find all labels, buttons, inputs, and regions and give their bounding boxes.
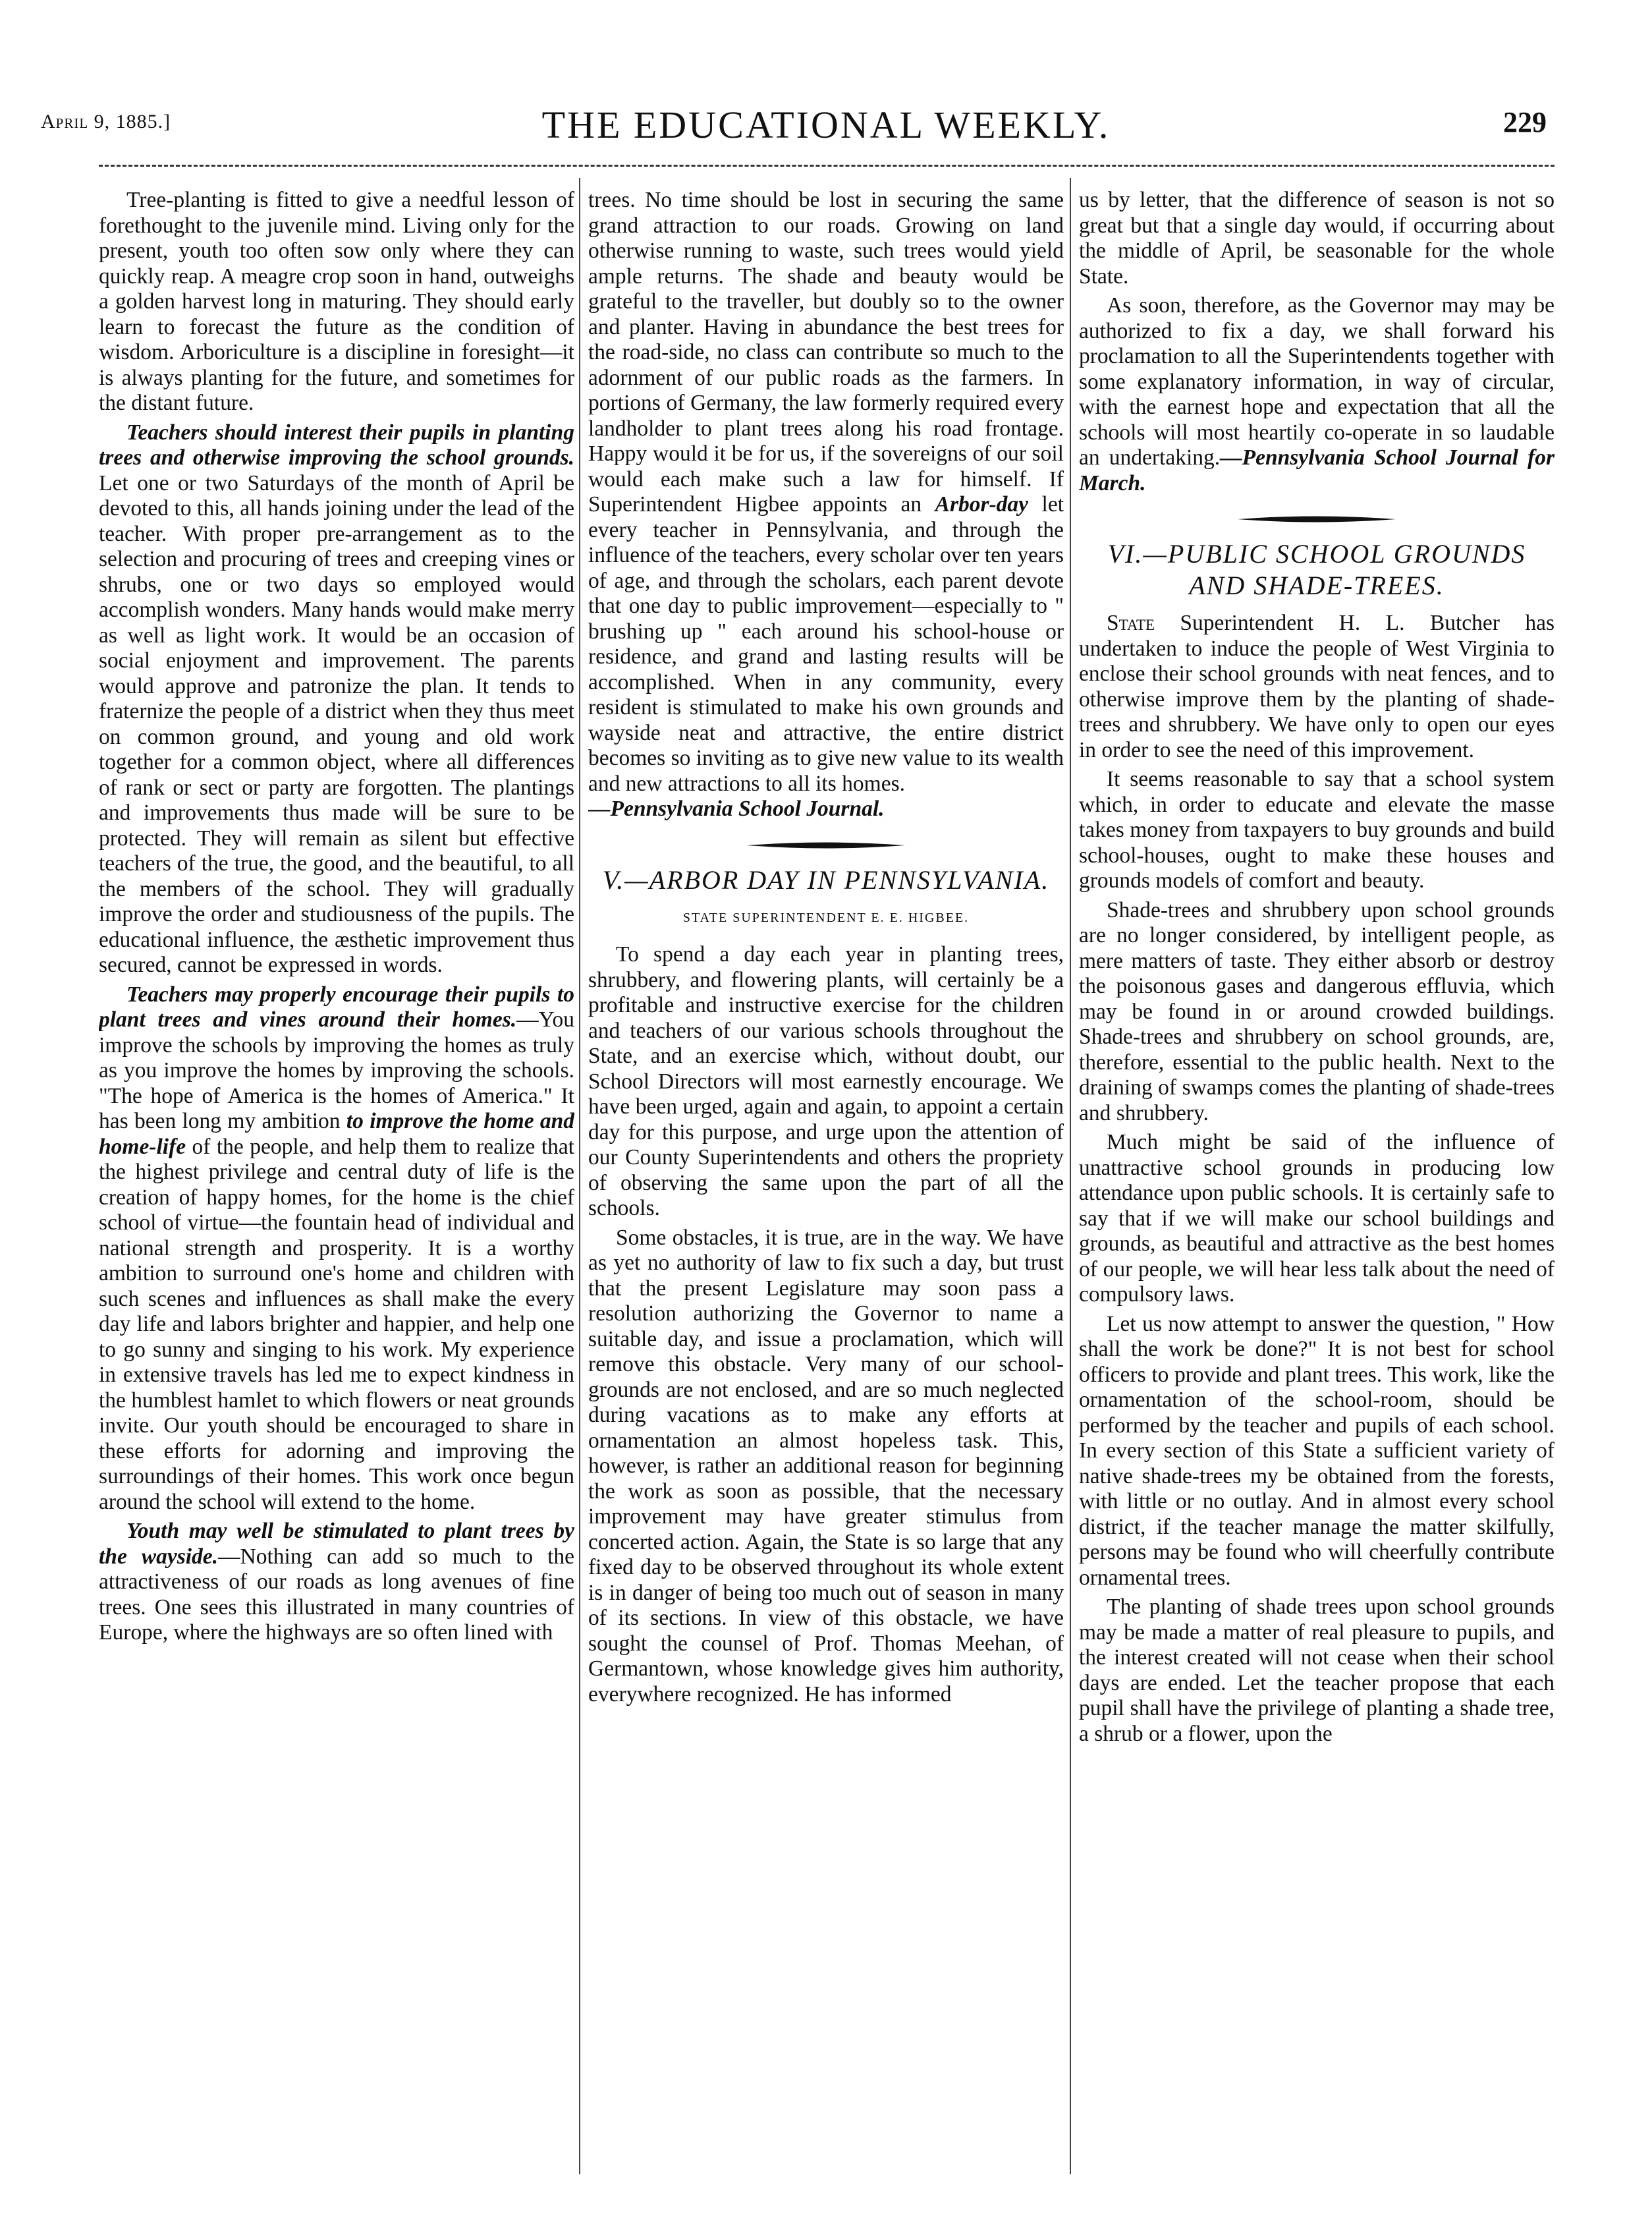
paragraph: The planting of shade trees upon school grounds may be made a matter of real pleasure to pupils, and the interest created will not cease when their school days are ended. Let the teacher propose that each pupil shall have the privilege of planting a shade tree, a shrub or a flower, upon the: [1079, 1594, 1555, 1746]
journal-title: THE EDUCATIONAL WEEKLY.: [541, 103, 1111, 146]
paragraph: Teachers may properly encourage their pupils to plant trees and vines around their homes.—You improve the schools by improving the homes as truly as you improve the homes by improving the schools. "The hope of America is the homes of America." It has been long my ambition to improve the home and home-life of the people, and help them to realize that the highest privilege and central duty of life is the creation of happy homes, for the home is the chief school of virtue—the fountain head of individual and national strength and prosperity. It is a worthy ambition to surround one's home and children with such scenes and influences as shall make the every day life and labors brighter and happier, and help one to go sunny and singing to his work. My experience in extensive travels has led me to expect kindness in the humblest hamlet to which flowers or neat grounds invite. Our youth should be encouraged to share in these efforts for adorning and improving the surroundings of their homes. This work once begun around the school will extend to the home.: [99, 982, 574, 1514]
paragraph: Some obstacles, it is true, are in the way. We have as yet no authority of law to fix such a day, but trust that the present Legislature may soon pass a resolution authorizing the Governor to name a suitable day, and issue a proclamation, which will remove this obstacle. Very many of our school-grounds are not enclosed, and are so much neglected during vacations as to make any efforts at ornamentation an almost hopeless task. This, however, is rather an additional reason for beginning the work as soon as possible, that the necessary improvement may have greater stimulus from concerted action. Again, the State is so large that any fixed day to be observed throughout its whole extent is in danger of being too much out of season in many of its sections. In view of this obstacle, we have sought the counsel of Prof. Thomas Meehan, of Germantown, whose knowledge gives him authority, everywhere recognized. He has informed: [588, 1225, 1064, 1707]
paragraph-lead: Youth may well be stimulated to plant trees by the wayside.: [99, 1519, 574, 1569]
source-citation: —Pennsylvania School Journal for March.: [1079, 445, 1555, 495]
section-heading: V.—ARBOR DAY IN PENNSYLVANIA.: [602, 864, 1050, 895]
column-divider: [579, 178, 580, 2174]
column-2: [588, 188, 1064, 2171]
paragraph: As soon, therefore, as the Governor may may be authorized to fix a day, we shall forward his proclamation to all the Superintendents together with some explanatory information, in way of circular, with the earnest hope and expectation that all the schools will most heartily co-operate in so laudable an undertaking.—Pennsylvania School Journal for March.: [1079, 293, 1555, 495]
paragraph: Shade-trees and shrubbery upon school grounds are no longer considered, by intelligent people, as mere matters of taste. They either absorb or destroy the poisonous gases and dangerous effluvia, which may be found in or around crowded buildings. Shade-trees and shrubbery on school grounds, are, therefore, essential to the public health. Next to the draining of swamps comes the planting of shade-trees and shrubbery.: [1079, 897, 1555, 1125]
issue-date: April 9, 1885.]: [41, 111, 171, 132]
column-divider: [1070, 178, 1071, 2174]
byline: STATE SUPERINTENDENT E. E. HIGBEE.: [682, 910, 970, 925]
paragraph: us by letter, that the difference of season is not so great but that a single day would, if occurring about the middle of April, be seasonable for the whole State.: [1079, 188, 1555, 289]
paragraph: Tree-planting is fitted to give a needful lesson of forethought to the juvenile mind. Living only for the present, youth too often sow only where they can quickly reap. A meagre crop soon in hand, outweighs a golden harvest long in maturing. They should early learn to forecast the future as the condition of wisdom. Arboriculture is a discipline in foresight—it is always planting for the future, and sometimes for the distant future.: [99, 188, 574, 415]
paragraph-lead: Teachers should interest their pupils in planting trees and otherwise improving the school grounds.: [99, 420, 574, 470]
paragraph: State Superintendent H. L. Butcher has undertaken to induce the people of West Virginia to enclose their school grounds with neat fences, and to otherwise improve them by the planting of shade-trees and shrubbery. We have only to open our eyes in order to see the need of this improvement.: [1079, 611, 1555, 762]
header-rule: [99, 165, 1555, 167]
column-1: [99, 188, 574, 2171]
paragraph: Teachers should interest their pupils in planting trees and otherwise improving the school grounds. Let one or two Saturdays of the month of April be devoted to this, all hands joining under the lead of the teacher. With proper pre-arrangement as to the selection and procuring of trees and creeping vines or shrubs, one or two days so employed would accomplish wonders. Many hands would make merry as well as light work. It would be an occasion of social enjoyment and improvement. The parents would approve and patronize the plan. It tends to fraternize the people of a district when they thus meet on common ground, and young and old work together for a common object, where all differences of rank or sect or party are forgotten. The plantings and improvements thus made will be sure to be protected. They will remain as silent but effective teachers of the true, the good, and the beautiful, to all the members of the school. They will gradually improve the order and studiousness of the pupils. The educational influence, the æsthetic improvement thus secured, cannot be expressed in words.: [99, 420, 574, 977]
section-ornament: [747, 841, 905, 850]
paragraph: Much might be said of the influence of unattractive school grounds in producing low attendance upon public schools. It is certainly safe to say that if we will make our school buildings and grounds, as beautiful and attractive as the best homes of our people, we will hear less talk about the need of compulsory laws.: [1079, 1130, 1555, 1307]
source-citation: —Pennsylvania School Journal.: [588, 797, 885, 821]
paragraph: It seems reasonable to say that a school system which, in order to educate and elevate the masse takes money from taxpayers to buy grounds and build school-houses, ought to make these houses and grounds models of comfort and beauty.: [1079, 767, 1555, 893]
page-header: [0, 0, 1652, 158]
paragraph: Let us now attempt to answer the question, " How shall the work be done?" It is not best for school officers to provide and plant trees. This work, like the ornamentation of the school-room, should be performed by the teacher and pupils of each school. In every section of this State a sufficient variety of native shade-trees my be obtained from the forests, with little or no outlay. And in almost every school district, if the teacher manage the matter skilfully, persons may be found who will cheerfully contribute ornamental trees.: [1079, 1311, 1555, 1590]
paragraph: To spend a day each year in planting trees, shrubbery, and flowering plants, will certainly be a profitable and instructive exercise for the children and teachers of our various schools throughout the State, and an exercise which, without doubt, our School Directors will most earnestly encourage. We have been urged, again and again, to appoint a certain day for this purpose, and urge upon the attention of our County Superintendents and others the propriety of observing the same upon the part of all the schools.: [588, 942, 1064, 1220]
paragraph: Youth may well be stimulated to plant trees by the wayside.—Nothing can add so much to the attractiveness of our roads as long avenues of fine trees. One sees this illustrated in many countries of Europe, where the highways are so often lined with: [99, 1519, 574, 1645]
page-number: 229: [1503, 106, 1547, 138]
column-3: [1079, 188, 1555, 2171]
section-ornament: [1238, 515, 1396, 524]
paragraph-lead: Teachers may properly encourage their pupils to plant trees and vines around their homes.: [99, 982, 574, 1032]
section-heading: VI.—PUBLIC SCHOOL GROUNDS AND SHADE-TREES.: [1107, 539, 1526, 600]
paragraph: trees. No time should be lost in securing the same grand attraction to our roads. Growing on land otherwise running to waste, such trees would yield ample returns. The shade and beauty would be grateful to the traveller, but doubly so to the owner and planter. Having in abundance the best trees for the road-side, no class can contribute so much to the adornment of our public roads as the farmers. In portions of Germany, the law formerly required every landholder to plant trees along his road frontage. Happy would it be for us, if the sovereigns of our soil would each make such a law for himself. If Superintendent Higbee appoints an Arbor-day let every teacher in Pennsylvania, and through the influence of the teachers, every scholar over ten years of age, and through the scholars, each parent devote that one day to public improvement—especially to " brushing up " each around his school-house or residence, and grand and lasting results will be accomplished. When in any community, every resident is stimulated to make his own grounds and wayside neat and attractive, the entire district becomes so inviting as to give new value to its wealth and new attractions to all its homes. —Pennsylvania School Journal.: [588, 188, 1064, 821]
